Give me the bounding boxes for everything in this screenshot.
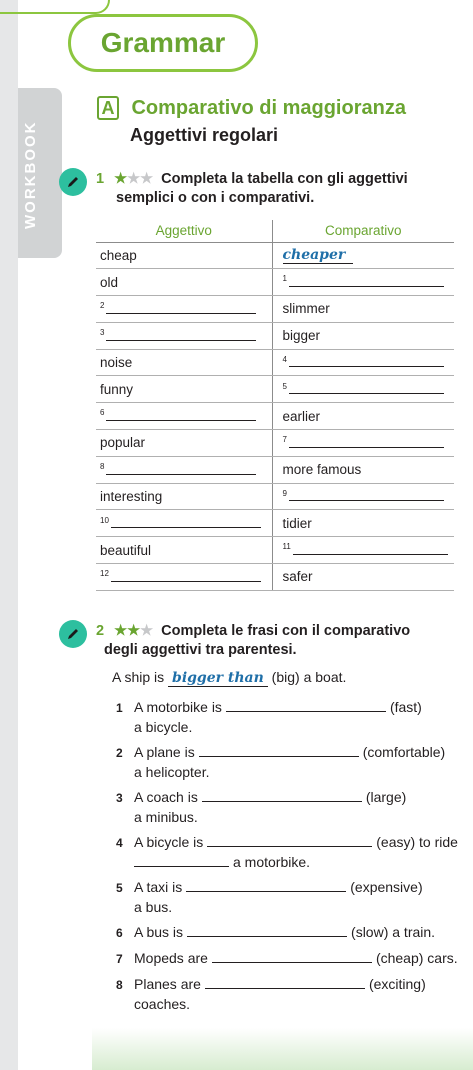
blank-number: 6 xyxy=(100,408,105,418)
section-subtitle: Aggettivi regolari xyxy=(130,125,279,145)
answer-blank[interactable] xyxy=(106,474,256,475)
sentence-start: A taxi is xyxy=(134,879,183,895)
exercise-1-heading xyxy=(96,170,408,208)
sentence-end: coaches. xyxy=(134,996,191,1012)
table-row xyxy=(96,537,454,564)
comparative-text: tidier xyxy=(282,515,312,531)
comparative-cell[interactable] xyxy=(272,376,454,403)
item-number: 1 xyxy=(116,701,123,715)
comparative-cell xyxy=(272,322,454,349)
answer-blank[interactable] xyxy=(202,790,362,802)
answer-blank[interactable] xyxy=(289,447,444,448)
blank-number: 8 xyxy=(100,462,105,472)
bottom-decorative-band xyxy=(92,1028,473,1070)
sentence-item xyxy=(114,788,464,827)
pencil-icon xyxy=(59,620,87,648)
exercise-2-heading xyxy=(96,622,410,660)
adjective-text: popular xyxy=(100,435,146,451)
comparative-text: earlier xyxy=(282,408,321,424)
comparative-cell xyxy=(272,456,454,483)
adjective-cell xyxy=(96,376,272,403)
adjective-cell xyxy=(96,349,272,376)
example-sentence xyxy=(112,668,464,688)
adjective-cell[interactable] xyxy=(96,510,272,537)
section-title: Comparativo di maggioranza xyxy=(131,96,406,119)
table-row xyxy=(96,349,454,376)
exercise-2-instruction-cont: degli aggettivi tra parentesi. xyxy=(104,642,297,658)
table-row xyxy=(96,269,454,296)
answer-blank[interactable] xyxy=(289,393,444,394)
table-row xyxy=(96,242,454,269)
answer-blank[interactable] xyxy=(106,313,256,314)
sentence-start: A bus is xyxy=(134,924,184,940)
answer-blank[interactable] xyxy=(289,286,444,287)
table-row xyxy=(96,403,454,430)
decorative-curve xyxy=(0,0,110,14)
adjective-hint: (expensive) xyxy=(350,879,423,895)
sentence-item xyxy=(114,698,464,737)
adjective-cell[interactable] xyxy=(96,322,272,349)
sentence-item xyxy=(114,878,464,917)
comparative-text: safer xyxy=(282,569,313,585)
adjective-cell xyxy=(96,483,272,510)
table-row xyxy=(96,564,454,591)
adjective-cell xyxy=(96,242,272,269)
sentence-list xyxy=(114,668,464,1020)
comparative-cell xyxy=(272,403,454,430)
item-number: 6 xyxy=(116,926,123,940)
answer-blank[interactable] xyxy=(293,554,448,555)
col-header-adjective: Aggettivo xyxy=(96,220,272,242)
sentence-item xyxy=(114,949,464,969)
blank-number: 12 xyxy=(100,569,109,579)
grammar-title-pill xyxy=(68,14,258,72)
answer-blank[interactable] xyxy=(106,420,256,421)
sentence-end: a motorbike. xyxy=(233,854,311,870)
comparative-cell[interactable] xyxy=(272,537,454,564)
adjective-cell xyxy=(96,430,272,457)
page-margin-strip xyxy=(0,0,18,1070)
adjective-text: old xyxy=(100,274,119,290)
example-answer: bigger than xyxy=(168,670,268,687)
answer-blank[interactable] xyxy=(212,951,372,963)
answer-blank[interactable] xyxy=(187,925,347,937)
sentence-item xyxy=(114,923,464,943)
adjective-hint: (fast) xyxy=(389,699,422,715)
blank-number: 10 xyxy=(100,515,109,525)
answer-blank[interactable] xyxy=(106,340,256,341)
comparative-cell xyxy=(272,564,454,591)
sentence-item xyxy=(114,975,464,1014)
blank-number: 7 xyxy=(282,435,287,445)
item-number: 3 xyxy=(116,791,123,805)
workbook-label: WORKBOOK xyxy=(22,120,39,230)
sentence-start: A motorbike is xyxy=(134,699,222,715)
comparative-cell xyxy=(272,296,454,323)
item-number: 7 xyxy=(116,952,123,966)
adjective-text: funny xyxy=(100,381,134,397)
adjective-cell[interactable] xyxy=(96,564,272,591)
comparative-cell[interactable] xyxy=(272,269,454,296)
answer-blank[interactable] xyxy=(289,500,444,501)
pencil-icon xyxy=(59,168,87,196)
adjective-cell[interactable] xyxy=(96,296,272,323)
sentence-start: Planes are xyxy=(134,976,201,992)
adjective-text: noise xyxy=(100,355,133,371)
blank-number: 9 xyxy=(282,488,287,498)
exercise-2-number: 2 xyxy=(96,623,105,639)
star-icon: ★ xyxy=(114,171,128,187)
comparative-text: slimmer xyxy=(282,301,330,317)
example-pre: A ship is xyxy=(112,669,165,685)
star-icon: ★★ xyxy=(127,171,154,187)
adjective-hint: (exciting) xyxy=(368,976,426,992)
adjective-hint: (cheap) cars. xyxy=(375,950,458,966)
sentence-item xyxy=(114,743,464,782)
section-heading xyxy=(97,96,406,120)
comparative-cell[interactable] xyxy=(272,483,454,510)
exercise-1-number: 1 xyxy=(96,171,105,187)
blank-number: 2 xyxy=(100,301,105,311)
sentence-start: A coach is xyxy=(134,789,198,805)
answer-blank[interactable] xyxy=(289,366,444,367)
difficulty-stars xyxy=(114,623,153,639)
adjective-text: beautiful xyxy=(100,542,152,558)
adjective-hint: (easy) to ride xyxy=(376,834,458,850)
comparative-cell[interactable] xyxy=(272,349,454,376)
comparative-text: bigger xyxy=(282,328,321,344)
comparative-table xyxy=(96,220,454,591)
sentence-start: A plane is xyxy=(134,744,195,760)
comparative-text: more famous xyxy=(282,462,362,478)
adjective-cell[interactable] xyxy=(96,403,272,430)
answer-blank[interactable] xyxy=(186,880,346,892)
adjective-hint: (large) xyxy=(365,789,407,805)
answer-blank[interactable] xyxy=(111,527,261,528)
answer-blank[interactable] xyxy=(205,977,365,989)
example-post: (big) a boat. xyxy=(271,669,347,685)
comparative-cell[interactable] xyxy=(272,430,454,457)
adjective-text: cheap xyxy=(100,247,137,263)
table-row xyxy=(96,510,454,537)
answer-blank[interactable] xyxy=(111,581,261,582)
blank-number: 4 xyxy=(282,354,287,364)
answer-blank[interactable] xyxy=(134,855,229,867)
comparative-cell xyxy=(272,510,454,537)
blank-number: 5 xyxy=(282,381,287,391)
star-icon: ★★ xyxy=(114,623,141,639)
sentence-end: a bicycle. xyxy=(134,719,193,735)
sentence-start: Mopeds are xyxy=(134,950,208,966)
item-number: 4 xyxy=(116,836,123,850)
answer-blank[interactable] xyxy=(207,835,372,847)
sentence-end: a minibus. xyxy=(134,809,198,825)
sentence-item xyxy=(114,833,464,872)
blank-number: 3 xyxy=(100,328,105,338)
item-number: 5 xyxy=(116,881,123,895)
comparative-cell xyxy=(272,242,454,269)
difficulty-stars xyxy=(114,171,153,187)
answer-blank[interactable] xyxy=(226,700,386,712)
adjective-hint: (slow) a train. xyxy=(351,924,436,940)
answer-blank[interactable] xyxy=(199,745,359,757)
table-row xyxy=(96,376,454,403)
adjective-cell[interactable] xyxy=(96,456,272,483)
exercise-2-instruction: Completa le frasi con il comparativo xyxy=(161,623,411,639)
item-number: 8 xyxy=(116,978,123,992)
table-row xyxy=(96,430,454,457)
example-answer: cheaper xyxy=(283,247,354,264)
adjective-text: interesting xyxy=(100,489,163,505)
adjective-cell xyxy=(96,537,272,564)
sentence-end: a helicopter. xyxy=(134,764,210,780)
sentence-start: A bicycle is xyxy=(134,834,204,850)
blank-number: 1 xyxy=(282,274,287,284)
adjective-hint: (comfortable) xyxy=(362,744,446,760)
blank-number: 11 xyxy=(282,542,291,552)
table-row xyxy=(96,296,454,323)
star-icon: ★ xyxy=(140,623,154,639)
table-row xyxy=(96,322,454,349)
col-header-comparative: Comparativo xyxy=(272,220,454,242)
table-row xyxy=(96,456,454,483)
exercise-1-instruction: Completa la tabella con gli aggettivi xyxy=(161,171,408,187)
page-title: Grammar xyxy=(100,27,226,58)
table-row xyxy=(96,483,454,510)
section-letter: A xyxy=(97,96,119,120)
adjective-cell xyxy=(96,269,272,296)
sentence-end: a bus. xyxy=(134,899,173,915)
exercise-1-instruction-cont: semplici o con i comparativi. xyxy=(116,190,315,206)
item-number: 2 xyxy=(116,746,123,760)
